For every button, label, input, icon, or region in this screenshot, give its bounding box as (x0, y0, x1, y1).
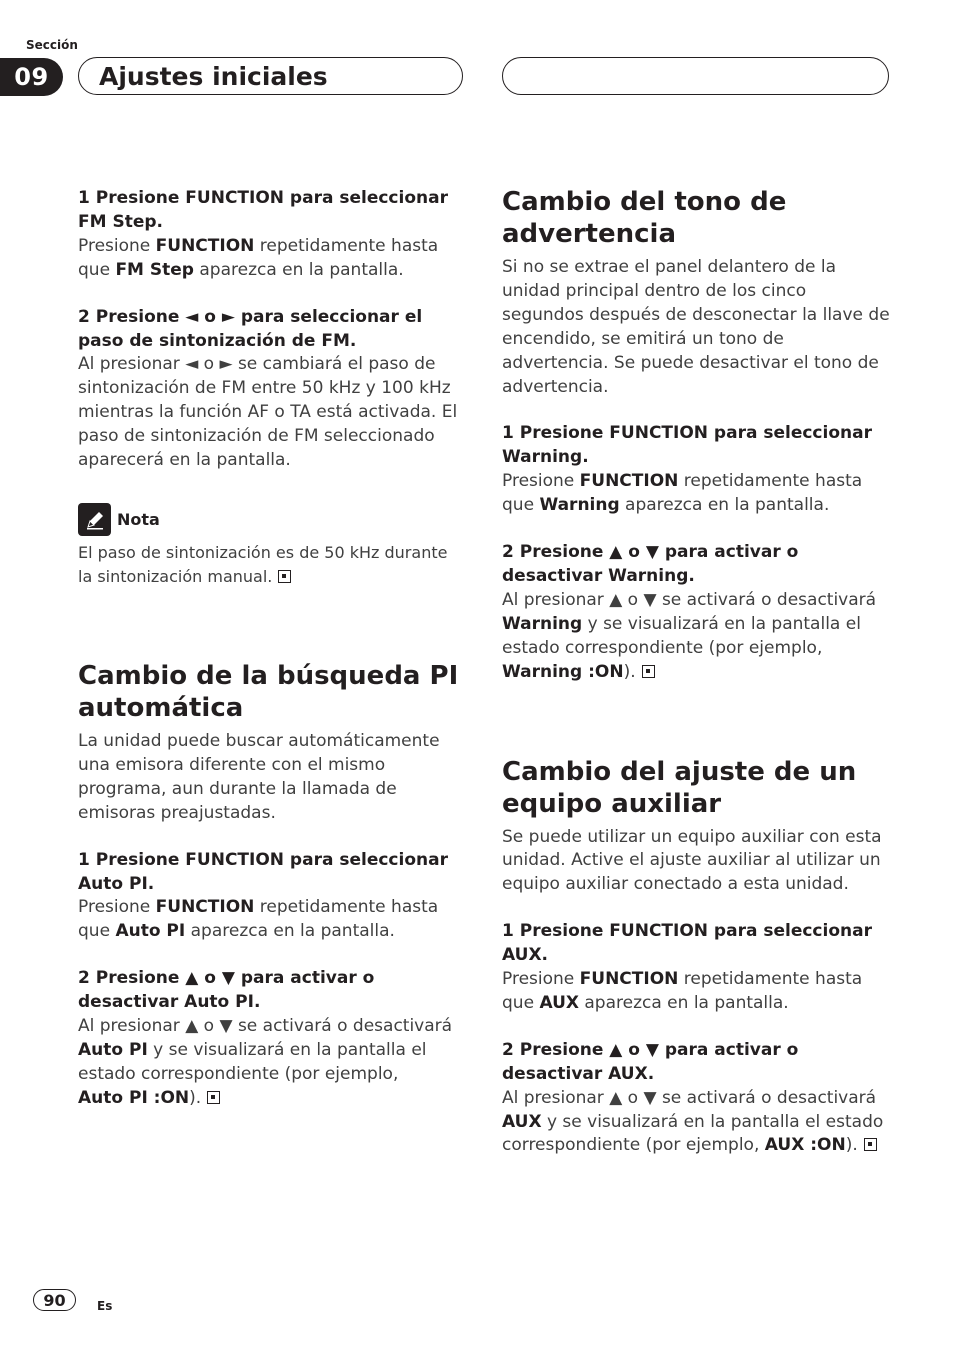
section-heading: Cambio de la búsqueda PI automática (78, 660, 459, 723)
end-mark-icon (278, 570, 291, 583)
step-body: Al presionar ▲ o ▼ se activará o desactivará Warning y se visualizará en la pantalla el estado correspondiente (por ejemplo, Warning :ON). (502, 589, 877, 682)
end-mark-icon (207, 1091, 220, 1104)
page-number: 90 (33, 1289, 76, 1311)
section-heading: Cambio del ajuste de un equipo auxiliar (502, 756, 857, 819)
step-body: Presione FUNCTION repetidamente hasta que AUX aparezca en la pantalla. (502, 969, 863, 1013)
section-number-badge: 09 (0, 58, 63, 96)
section-intro: Se puede utilizar un equipo auxiliar con esta unidad. Active el ajuste auxiliar al utilizar un equipo auxiliar conectado a esta unidad. (502, 826, 882, 895)
pencil-note-icon (78, 503, 111, 536)
step-title: 1 Presione FUNCTION para seleccionar AUX. (502, 921, 872, 966)
note-body: El paso de sintonización es de 50 kHz durante la sintonización manual. (78, 542, 448, 586)
end-mark-icon (642, 665, 655, 678)
step-body: Presione FUNCTION repetidamente hasta que Warning aparezca en la pantalla. (502, 471, 863, 516)
step-body: Al presionar ◄ o ► se cambiará el paso de sintonización de FM entre 50 kHz y 100 kHz mientras la función AF o TA está activada. El paso de sintonización de FM seleccionado aparecerá en la pantalla. (78, 354, 458, 471)
step-title: 1 Presione FUNCTION para seleccionar Warning. (502, 423, 872, 468)
step-body: Al presionar ▲ o ▼ se activará o desactivará Auto PI y se visualizará en la pantalla el estado correspondiente (por ejemplo, Auto PI :ON). (78, 1016, 453, 1108)
step-body: Presione FUNCTION repetidamente hasta que Auto PI aparezca en la pantalla. (78, 897, 439, 942)
step-body: Al presionar ▲ o ▼ se activará o desactivará AUX y se visualizará en la pantalla el estado correspondiente (por ejemplo, AUX :ON). (502, 1087, 884, 1156)
left-column (78, 187, 466, 1111)
step-title: 1 Presione FUNCTION para seleccionar FM Step. (78, 188, 448, 232)
note-header (78, 503, 466, 537)
step-body: Presione FUNCTION repetidamente hasta que FM Step aparezca en la pantalla. (78, 235, 439, 280)
note-label: Nota (117, 510, 160, 530)
step-title: 2 Presione ▲ o ▼ para activar o desactivar Warning. (502, 542, 799, 586)
step-title: 1 Presione FUNCTION para seleccionar Auto PI. (78, 849, 448, 894)
step-title: 2 Presione ▲ o ▼ para activar o desactivar AUX. (502, 1039, 799, 1084)
step-title: 2 Presione ▲ o ▼ para activar o desactivar Auto PI. (78, 968, 375, 1013)
section-intro: Si no se extrae el panel delantero de la unidad principal dentro de los cinco segundos después de desconectar la llave de encendido, se emitirá un tono de advertencia. Se puede desactivar el tono de advertencia. (502, 257, 890, 397)
chapter-title: Ajustes iniciales (78, 57, 463, 95)
header-right-box (502, 57, 889, 95)
end-mark-icon (864, 1138, 877, 1151)
section-label: Sección (26, 38, 78, 52)
language-code: Es (97, 1299, 113, 1313)
right-column (502, 186, 890, 1158)
section-intro: La unidad puede buscar automáticamente una emisora diferente con el mismo programa, aun durante la llamada de emisoras preajustadas. (78, 730, 440, 823)
step-title: 2 Presione ◄ o ► para seleccionar el paso de sintonización de FM. (78, 306, 423, 351)
section-heading: Cambio del tono de advertencia (502, 187, 787, 249)
